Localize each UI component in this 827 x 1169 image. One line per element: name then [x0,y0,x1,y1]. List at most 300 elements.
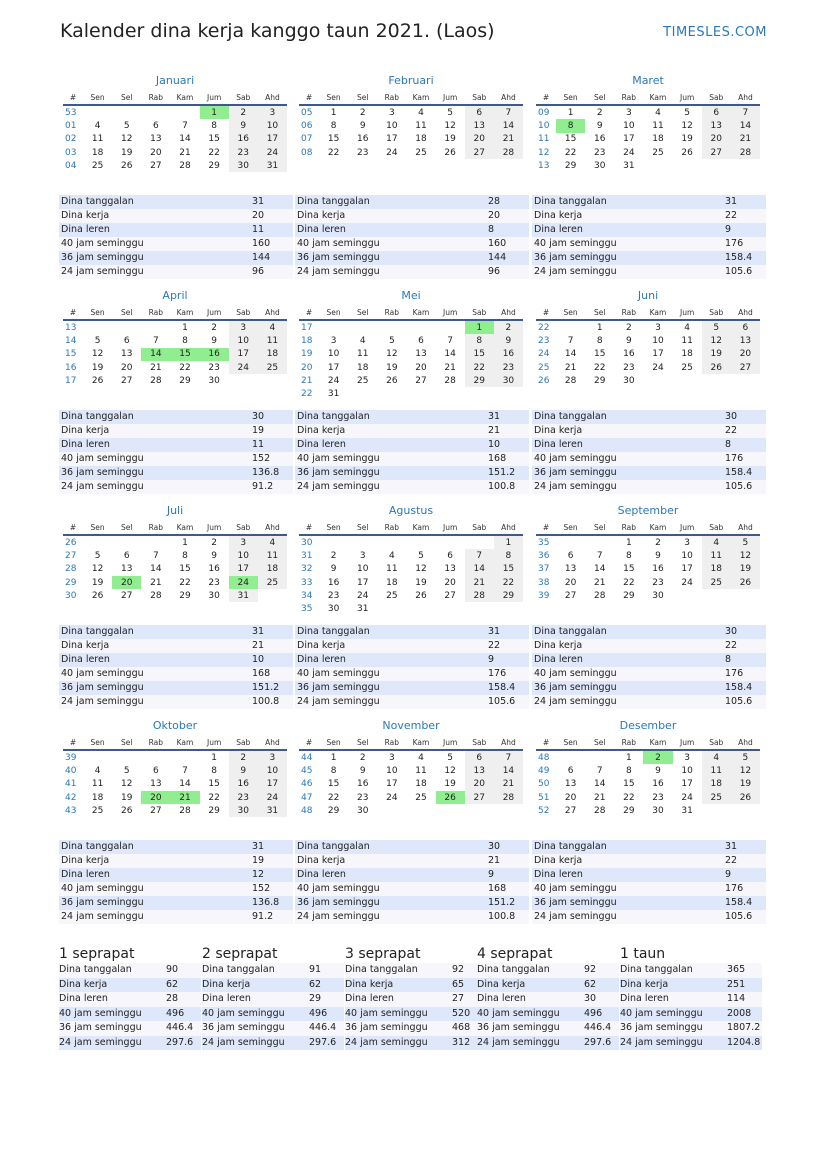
stat-value: 19 [252,425,265,436]
day-cell: 14 [593,779,606,790]
day-cell: 31 [258,159,287,172]
stat-row [295,251,529,265]
month-name: Juli [166,504,184,517]
day-cell: 16 [229,133,258,146]
weekday-header: Ahd [494,520,523,535]
stat-label: Dina leren [202,993,251,1004]
stat-row [532,653,766,667]
weekday-header-row [536,520,760,535]
day-cell: 29 [179,375,191,386]
week-number: 24 [538,349,550,360]
weekday-header: Sen [556,90,585,105]
day-cell [112,535,141,549]
week-number: 33 [301,577,313,588]
stat-row [620,963,762,978]
stat-row [59,209,293,223]
day-cell: 3 [684,537,690,548]
day-cell: 10 [356,564,369,575]
month-table [63,305,287,387]
stat-value: 10 [488,439,501,450]
stat-value: 30 [488,841,501,852]
stat-row [202,1007,344,1022]
day-cell [556,320,585,334]
month-name: Oktober [152,719,198,732]
week-row [299,334,523,347]
stat-label: 36 jam seminggu [59,1022,142,1033]
stat-label: 24 jam seminggu [61,911,144,922]
stat-value: 168 [488,883,507,894]
stat-row [532,251,766,265]
day-cell: 29 [494,589,523,602]
day-cell: 11 [258,549,287,562]
day-cell: 19 [681,134,693,145]
day-cell: 13 [120,564,133,575]
weekday-header: Ahd [494,90,523,105]
day-cell: 17 [327,362,340,373]
stat-value: 65 [452,978,465,990]
day-cell: 27 [465,146,494,159]
day-cell: 19 [702,348,731,361]
day-cell: 10 [652,335,664,346]
weekday-header: Kam [406,90,435,105]
day-cell: 3 [388,752,395,763]
weekday-header: Jum [200,305,229,320]
stat-row [532,466,766,480]
quarter-rows [620,963,762,1050]
stat-value: 136.8 [252,467,280,478]
week-number: 44 [301,752,313,763]
weekday-header: Kam [643,735,672,750]
month-name: Februari [388,74,434,87]
stat-value: 8 [725,439,732,450]
stat-label: Dina tanggalan [61,196,134,207]
day-cell: 12 [731,549,760,562]
day-cell: 3 [258,105,287,119]
day-cell [436,387,465,400]
day-cell: 20 [150,147,162,158]
day-cell: 12 [731,764,760,777]
day-cell: 25 [91,805,104,816]
month-oktober [63,717,287,817]
month-stats [295,625,529,709]
month-stats [59,410,293,494]
stat-row [532,452,766,466]
week-number: 36 [538,550,550,561]
week-number: 43 [65,805,77,816]
day-cell: 18 [91,147,104,158]
day-cell: 18 [415,779,427,790]
stat-row [202,978,344,993]
stat-row [295,625,529,639]
stat-row [59,223,293,237]
day-cell: 18 [702,563,731,576]
day-cell: 15 [327,779,340,790]
day-cell: 4 [702,535,731,549]
stat-row [477,992,619,1007]
day-cell: 7 [494,105,523,119]
quarter-title: 2 seprapat [202,946,278,962]
stat-label: 24 jam seminggu [202,1036,285,1048]
weekday-header: Jum [673,735,702,750]
stat-value: 91.2 [252,481,274,492]
day-cell: 17 [229,563,258,576]
month-name: November [382,719,440,732]
week-number: 49 [538,765,550,776]
week-number: 17 [65,375,77,386]
weekday-header: Rab [377,305,406,320]
stat-value: 105.6 [725,911,753,922]
day-cell [377,804,406,817]
weekday-header: Sab [465,90,494,105]
month-stats [532,195,766,279]
weekday-header: Sen [83,305,112,320]
day-cell [377,387,406,400]
weekday-header: Sen [83,520,112,535]
day-cell: 17 [681,564,693,575]
stat-value: 22 [725,855,738,866]
week-number: 23 [538,335,550,346]
month-stats [59,840,293,924]
day-cell: 26 [444,147,456,158]
day-cell: 26 [120,160,133,171]
day-cell [585,750,614,764]
week-number: 37 [538,564,550,575]
day-cell: 1 [494,535,523,549]
stat-value: 105.6 [725,481,753,492]
day-cell: 28 [179,160,191,171]
day-cell: 20 [415,362,427,373]
month-table [63,735,287,817]
day-cell [141,750,170,764]
day-cell: 21 [465,576,494,589]
day-cell: 6 [123,550,130,561]
stat-value: 151.2 [252,682,280,693]
day-cell: 23 [327,590,340,601]
stat-value: 30 [725,626,738,637]
weekday-header: Sel [112,305,141,320]
day-cell: 8 [465,334,494,347]
day-cell: 30 [229,159,258,172]
day-cell: 6 [152,120,159,131]
month-juli [63,502,287,602]
week-number: 39 [538,590,550,601]
day-cell: 7 [182,765,188,776]
day-cell: 15 [564,134,577,145]
week-number: 25 [538,362,550,373]
stat-row [532,480,766,494]
stat-row [295,681,529,695]
stat-row [345,1021,487,1036]
day-cell: 7 [447,335,453,346]
weekday-header: Sel [585,520,614,535]
day-cell: 30 [208,590,220,601]
stat-row [59,978,201,993]
week-number: 45 [301,765,313,776]
day-cell: 24 [258,146,287,159]
week-number: 19 [301,349,313,360]
day-cell: 9 [211,335,217,346]
stat-label: 24 jam seminggu [345,1036,428,1048]
day-cell: 26 [436,791,465,804]
weekday-header: Ahd [258,90,287,105]
weekday-header-row [63,735,287,750]
stat-row [59,265,293,279]
stat-value: 251 [727,978,746,990]
day-cell [406,320,435,334]
stat-label: 40 jam seminggu [61,883,144,894]
week-number: 04 [65,160,77,171]
weekday-header: Sab [229,520,258,535]
day-cell: 4 [359,335,366,346]
weekday-header: Sab [229,305,258,320]
weekday-header: Jum [673,520,702,535]
day-cell: 25 [386,590,398,601]
weekday-header: # [536,520,556,535]
day-cell: 3 [684,752,690,763]
week-number: 34 [301,590,313,601]
day-cell: 6 [567,765,574,776]
stat-row [295,854,529,868]
weekday-header: Sen [83,90,112,105]
day-cell: 21 [593,792,606,803]
weekday-header: Rab [377,735,406,750]
day-cell: 5 [447,107,453,118]
quarter-summary-3 [345,945,487,1050]
stat-row [295,639,529,653]
weekday-header-row [63,520,287,535]
week-number: 22 [538,322,550,333]
day-cell: 10 [386,120,398,131]
stat-value: 11 [252,439,265,450]
day-cell: 1 [596,322,603,333]
stat-row [295,840,529,854]
week-row [63,159,287,172]
stat-label: 24 jam seminggu [297,266,380,277]
stat-value: 151.2 [488,897,516,908]
stat-label: Dina leren [61,224,110,235]
week-row [536,159,760,172]
day-cell: 18 [258,563,287,576]
day-cell: 5 [702,320,731,334]
month-name: Agustus [388,504,434,517]
day-cell: 13 [702,119,731,132]
day-cell: 21 [494,778,523,791]
stat-row [59,854,293,868]
weekday-header: Rab [141,90,170,105]
stat-value: 446.4 [166,1022,194,1033]
stat-label: 40 jam seminggu [477,1007,560,1019]
day-cell: 15 [623,779,635,790]
day-cell: 19 [731,563,760,576]
stat-label: Dina kerja [297,640,346,651]
day-cell: 3 [330,335,337,346]
day-cell: 2 [211,537,217,548]
stat-row [620,978,762,993]
week-row [299,589,523,602]
day-cell [436,320,465,334]
stat-value: 176 [725,883,744,894]
week-number: 02 [65,134,77,145]
stat-row [295,223,529,237]
week-row [63,105,287,119]
stat-value: 92 [452,964,465,975]
month-stats [59,195,293,279]
stat-row [532,438,766,452]
day-cell: 16 [593,134,606,145]
day-cell: 18 [386,577,398,588]
day-cell: 31 [327,389,340,400]
week-number: 22 [301,389,313,400]
stat-label: Dina tanggalan [297,411,370,422]
day-cell: 22 [327,147,340,158]
stat-value: 30 [252,411,265,422]
stat-label: 40 jam seminggu [297,453,380,464]
day-cell: 30 [494,374,523,387]
stat-label: Dina kerja [202,978,251,990]
day-cell: 6 [567,550,574,561]
day-cell: 27 [702,146,731,159]
stat-row [202,1021,344,1036]
day-cell: 7 [152,550,159,561]
stat-value: 11 [252,224,265,235]
stat-row [620,1007,762,1022]
brand-link[interactable]: TIMESLES.COM [663,25,767,40]
day-cell: 22 [623,792,635,803]
stat-label: 36 jam seminggu [345,1022,428,1033]
day-cell: 10 [229,549,258,562]
day-cell [170,105,199,119]
day-cell [258,374,287,387]
day-cell [436,602,465,615]
day-cell: 9 [359,765,366,776]
stat-value: 30 [725,411,738,422]
day-cell: 1 [182,537,188,548]
stat-row [532,854,766,868]
month-juni [536,287,760,387]
day-cell: 22 [179,577,191,588]
day-cell: 24 [681,577,693,588]
day-cell: 16 [356,134,369,145]
day-cell: 26 [91,375,104,386]
stat-row [532,639,766,653]
weekday-header: Sab [229,90,258,105]
day-cell: 1 [330,752,337,763]
day-cell: 3 [655,322,661,333]
stat-value: 105.6 [725,696,753,707]
stat-value: 8 [725,654,732,665]
weekday-header: Kam [406,305,435,320]
stat-value: 96 [252,266,265,277]
day-cell: 8 [182,550,188,561]
day-cell: 3 [625,107,632,118]
day-cell [83,105,112,119]
day-cell: 2 [643,750,672,764]
stat-value: 446.4 [584,1022,612,1033]
weekday-header: # [299,520,319,535]
day-cell [83,750,112,764]
week-row [63,119,287,132]
week-number: 48 [301,805,313,816]
day-cell: 17 [356,577,369,588]
day-cell: 22 [494,576,523,589]
day-cell: 3 [258,750,287,764]
day-cell [406,602,435,615]
day-cell: 8 [211,120,217,131]
quarter-title: 1 taun [620,946,666,962]
weekday-header: Sen [319,520,348,535]
day-cell: 20 [564,792,577,803]
day-cell: 10 [258,764,287,777]
day-cell: 29 [327,805,340,816]
weekday-header: Ahd [731,520,760,535]
month-table [63,520,287,602]
day-cell: 20 [444,577,456,588]
day-cell: 23 [208,362,220,373]
stat-value: 31 [488,411,501,422]
stat-label: 24 jam seminggu [61,696,144,707]
week-row [536,764,760,777]
day-cell: 27 [731,361,760,374]
stat-row [620,1036,762,1051]
stat-label: Dina leren [620,993,669,1004]
day-cell: 18 [91,792,104,803]
day-cell: 28 [593,805,606,816]
stat-row [532,840,766,854]
day-cell: 12 [681,120,693,131]
day-cell: 20 [465,133,494,146]
day-cell: 20 [141,791,170,804]
weekday-header: Jum [436,90,465,105]
day-cell: 2 [229,750,258,764]
stat-value: 31 [725,841,738,852]
stat-label: Dina leren [297,869,346,880]
day-cell: 28 [593,590,606,601]
day-cell: 30 [229,804,258,817]
day-cell: 18 [681,349,693,360]
stat-value: 1807.2 [727,1022,761,1033]
month-table [299,735,523,817]
day-cell: 19 [120,792,133,803]
week-number: 05 [301,107,313,118]
day-cell: 9 [359,120,366,131]
day-cell: 23 [652,577,664,588]
quarter-summary-2 [202,945,344,1050]
stat-label: 40 jam seminggu [345,1007,428,1019]
stat-row [59,695,293,709]
weekday-header: # [63,90,83,105]
weekday-header-row [63,305,287,320]
day-cell: 26 [415,590,427,601]
stat-value: 144 [252,252,271,263]
day-cell: 12 [702,334,731,347]
day-cell: 5 [731,535,760,549]
week-row [299,320,523,334]
day-cell: 11 [415,120,427,131]
week-row [63,563,287,576]
weekday-header-row [536,735,760,750]
stat-value: 8 [488,224,495,235]
day-cell: 13 [564,564,577,575]
week-row [63,133,287,146]
week-row [536,535,760,549]
day-cell [436,804,465,817]
week-row [299,563,523,576]
stat-value: 62 [584,978,597,990]
stat-label: Dina tanggalan [59,964,132,975]
stat-label: Dina tanggalan [477,964,550,975]
stat-row [295,868,529,882]
stat-row [202,1036,344,1051]
